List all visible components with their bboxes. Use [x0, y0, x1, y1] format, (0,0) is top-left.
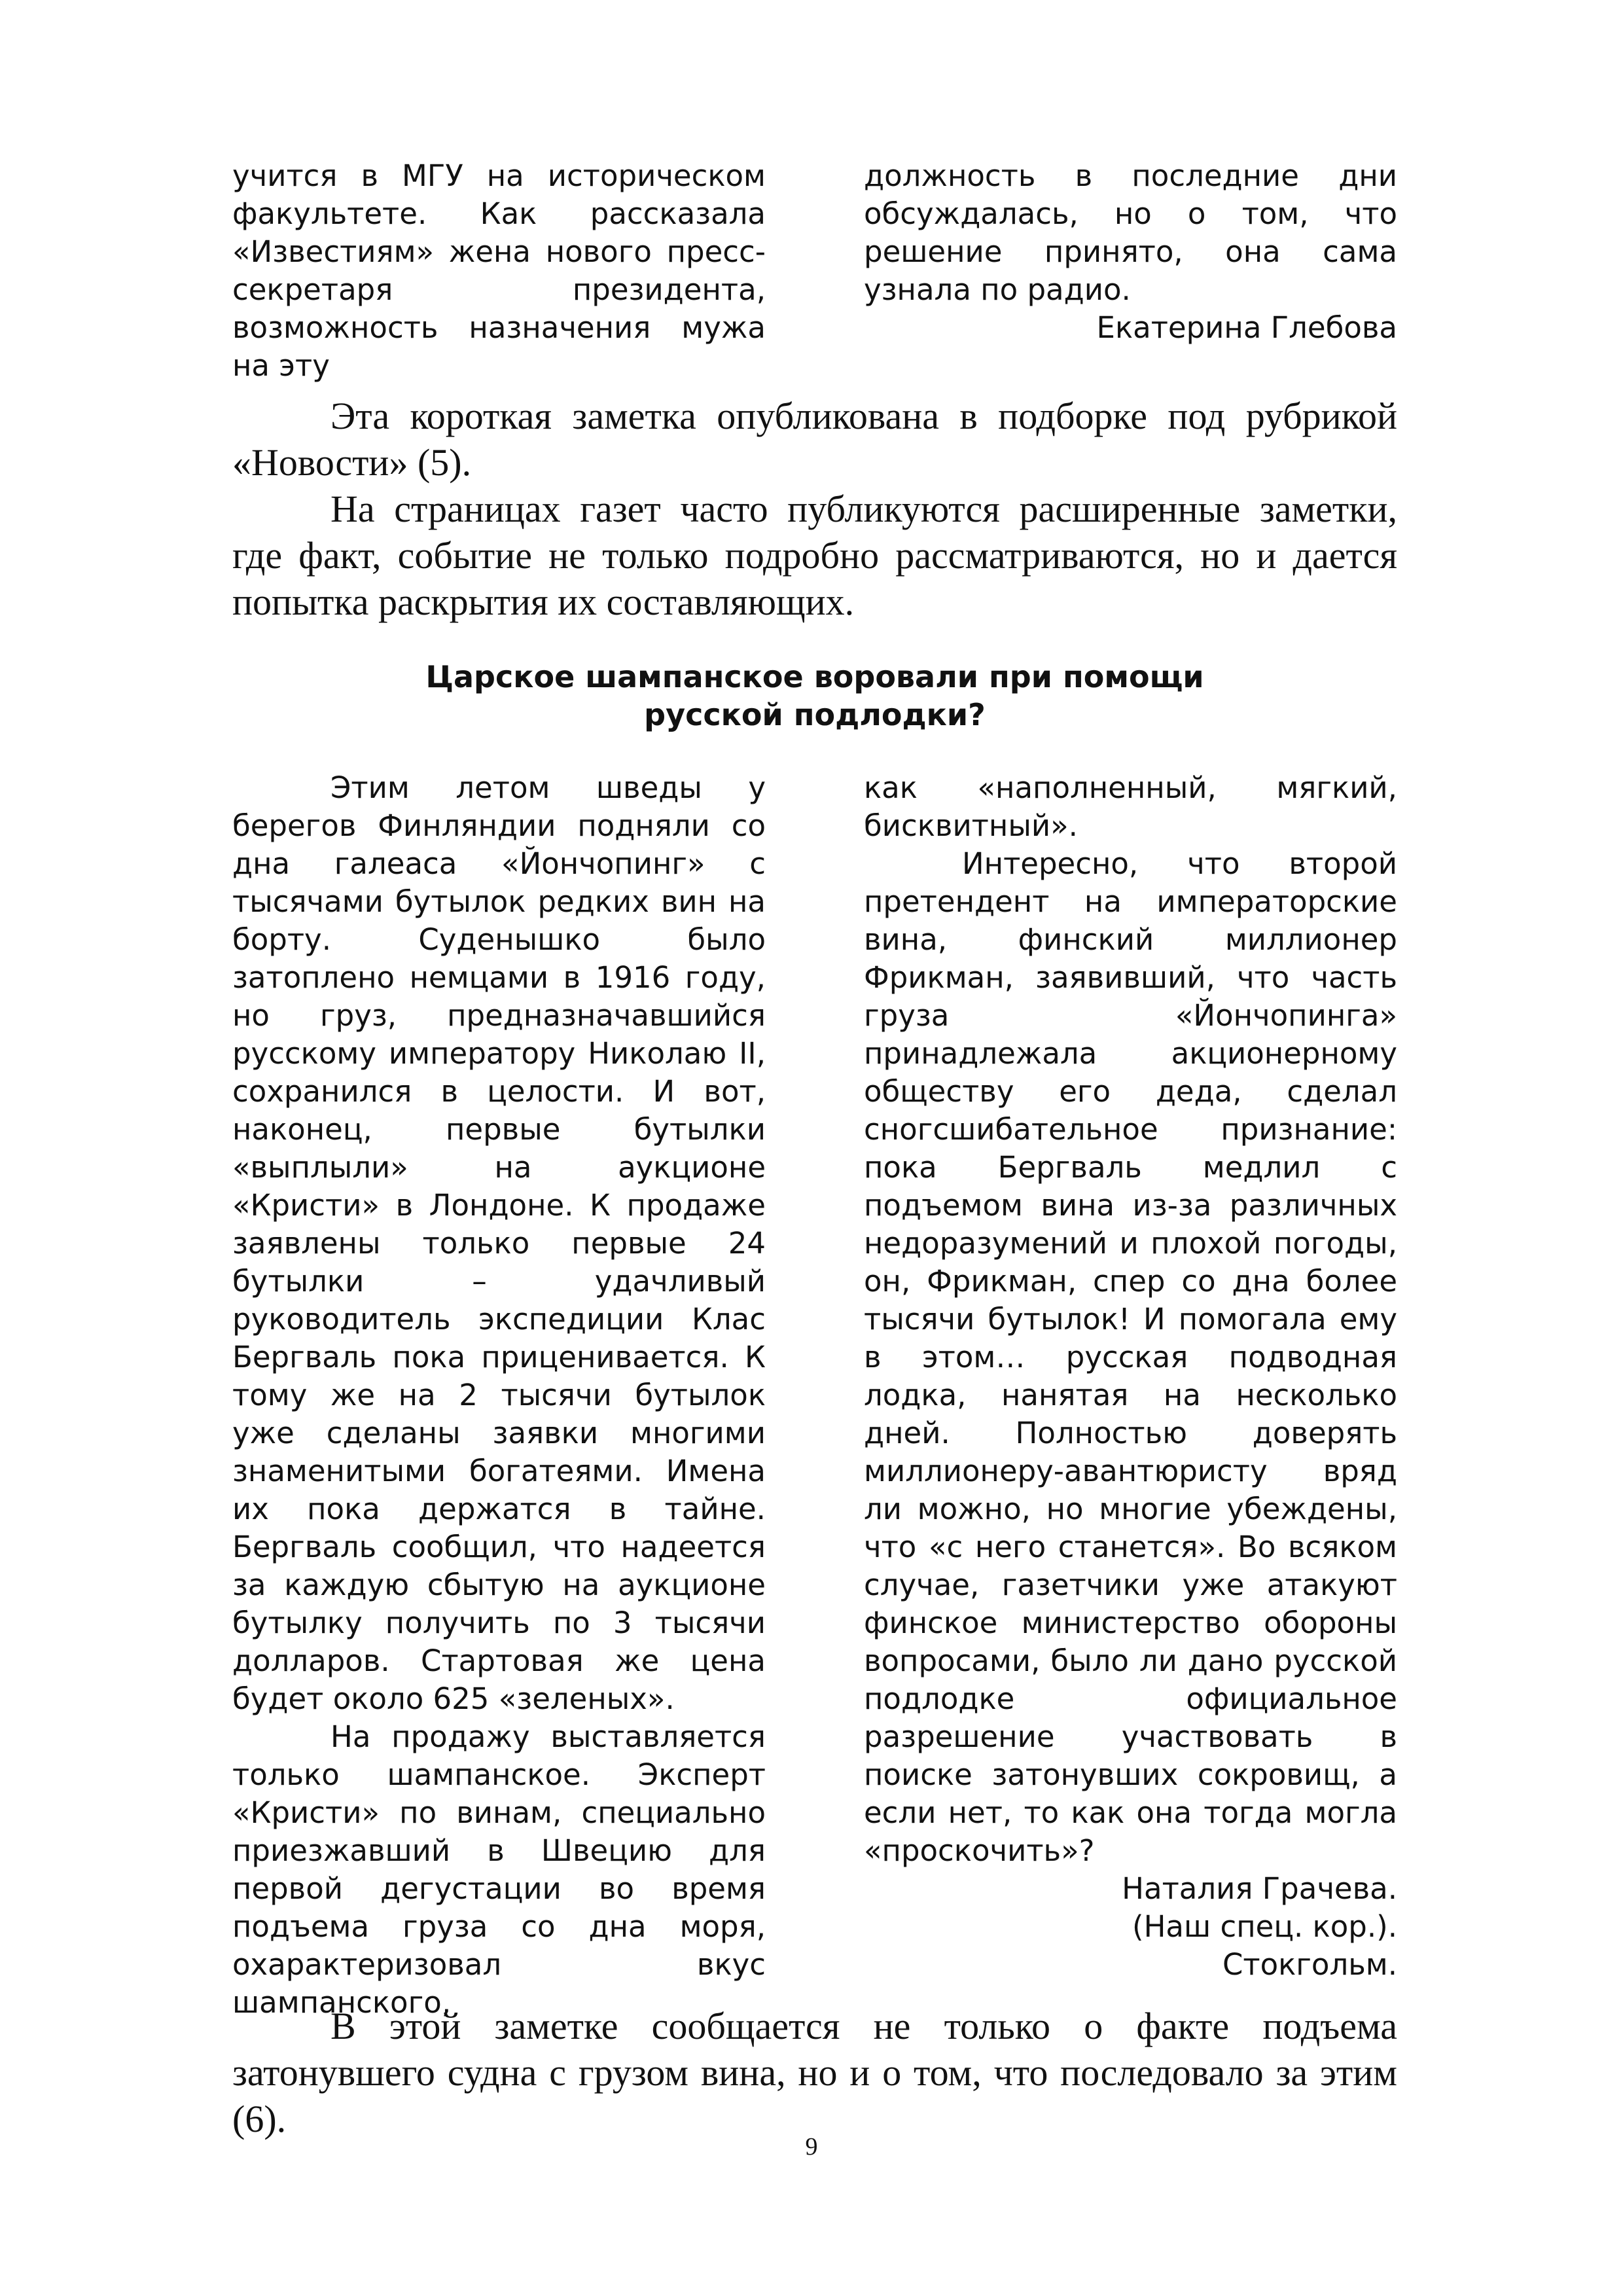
headline-line-1: Царское шампанское воровали при помощи: [425, 659, 1204, 694]
article-headline: [232, 658, 1397, 734]
article-right-paragraph-1: как «наполненный, мягкий, бисквитный».: [864, 770, 1397, 843]
top-article-right-text: должность в последние дни обсуждалась, но о том, что решение принято, она сама узнала по радио.: [864, 158, 1397, 307]
top-article-right-column: [864, 157, 1397, 385]
top-article-left-text: учится в МГУ на историческом факультете. Как рассказала «Известиям» жена нового пресс-секретаря президента, возможность назначения мужа на эту: [232, 158, 766, 383]
article-signature-role: (Наш спец. кор.).: [1132, 1909, 1397, 1944]
top-article-author: Екатерина Глебова: [1096, 310, 1397, 345]
article-left-paragraph-1: Этим летом шведы у берегов Финляндии подняли со дна галеаса «Йончопинг» с тысячами бутылок редких вин на борту. Суденышко было затоплено немцами в 1916 году, но груз, предназначавшийся русскому императору Николаю II, сохранился в целости. И вот, наконец, первые бутылки «выплыли» на аукционе «Кристи» в Лондоне. К продаже заявлены только первые 24 бутылки – удачливый руководитель экспедиции Клас Бергваль пока приценивается. К тому же на 2 тысячи бутылок уже сделаны заявки многими знаменитыми богатеями. Имена их пока держатся в тайне. Бергваль сообщил, что надеется за каждую сбытую на аукционе бутылку получить по 3 тысячи долларов. Стартовая же цена будет около 625 «зеленых».: [232, 770, 766, 1716]
top-article: [232, 157, 1397, 385]
article-body: [232, 769, 1397, 2022]
page-number: 9: [805, 2133, 818, 2161]
commentary-block-1: [232, 393, 1397, 625]
top-article-left-column: [232, 157, 766, 385]
commentary-paragraph-1: Эта короткая заметка опубликована в подборке под рубрикой «Новости» (5).: [232, 395, 1397, 484]
commentary-block-2: [232, 2003, 1397, 2142]
article-left-column: [232, 769, 766, 2022]
headline-line-2: русской подлодки?: [644, 697, 986, 732]
article-left-paragraph-2: На продажу выставляется только шампанское. Эксперт «Кристи» по винам, специально приезжавший в Швецию для первой дегустации во время подъема груза со дна моря, охарактеризовал вкус шампанского,: [232, 1719, 766, 2020]
article-right-paragraph-2: Интересно, что второй претендент на императорские вина, финский миллионер Фрикман, заявивший, что часть груза «Йончопинга» принадлежала акционерному обществу его деда, сделал сногсшибательное признание: пока Бергваль медлил с подъемом вина из-за различных недоразумений и плохой погоды, он, Фрикман, спер со дна более тысячи бутылок! И помогала ему в этом… русская подводная лодка, нанятая на несколько дней. Полностью доверять миллионеру-авантюристу вряд ли можно, но многие убеждены, что «с него станется». Во всяком случае, газетчики уже атакуют финское министерство обороны вопросами, было ли дано русской подлодке официальное разрешение участвовать в поиске затонувших сокровищ, а если нет, то как она тогда могла «проскочить»?: [864, 846, 1397, 1868]
article-right-column: [864, 769, 1397, 2022]
article-signature-name: Наталия Грачева.: [1122, 1871, 1397, 1906]
commentary-paragraph-2: На страницах газет часто публикуются расширенные заметки, где факт, событие не только подробно рассматриваются, но и дается попытка раскрытия их составляющих.: [232, 488, 1397, 623]
article-signature-place: Стокгольм.: [1222, 1947, 1397, 1982]
commentary-paragraph-3: В этой заметке сообщается не только о факте подъема затонувшего судна с грузом вина, но и о том, что последовало за этим (6).: [232, 2005, 1397, 2140]
